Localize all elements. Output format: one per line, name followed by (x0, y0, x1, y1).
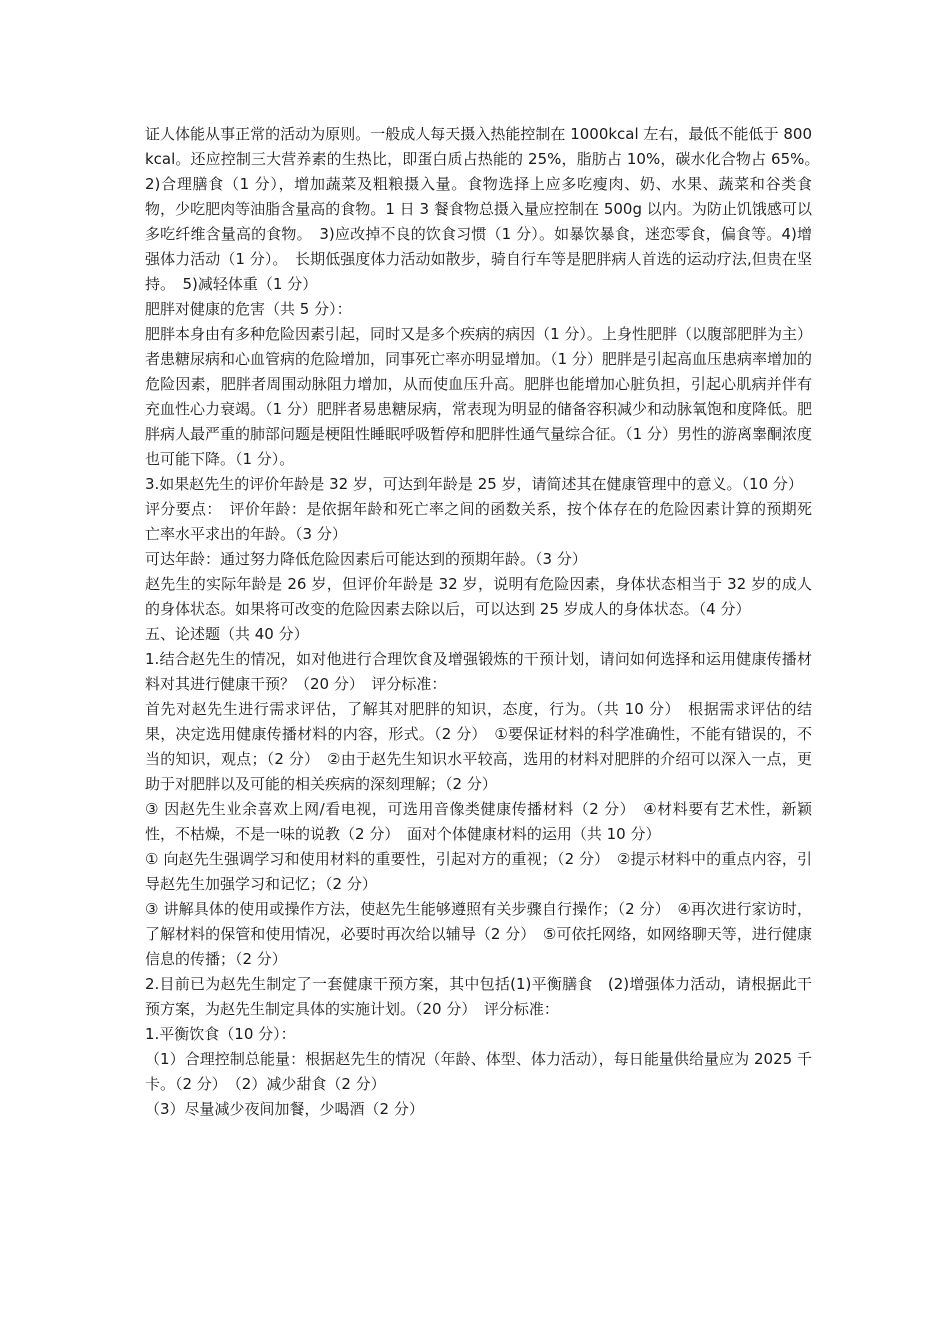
paragraph-material-use-1: ① 向赵先生强调学习和使用材料的重要性，引起对方的重视；（2 分） ②提示材料中的重点内容，引导赵先生加强学习和记忆；（2 分） (145, 850, 812, 893)
paragraph-material-selection: ③ 因赵先生业余喜欢上网/看电视，可选用音像类健康传播材料（2 分） ④材料要有艺术性，新颖性，不枯燥，不是一味的说教（2 分） 面对个体健康材料的运用（共 10 分） (145, 800, 812, 843)
question-3: 3.如果赵先生的评价年龄是 32 岁，可达到年龄是 25 岁，请简述其在健康管理中的意义。（10 分） (145, 475, 803, 493)
essay-question-2: 2.目前已为赵先生制定了一套健康干预方案，其中包括(1)平衡膳食 (2)增强体力活动，请根据此干预方案，为赵先生制定具体的实施计划。（20 分） 评分标准： (145, 975, 812, 1018)
paragraph-zhao-age-analysis: 赵先生的实际年龄是 26 岁，但评价年龄是 32 岁，说明有危险因素，身体状态相当于 32 岁的成人的身体状态。如果将可改变的危险因素去除以后，可以达到 25 岁成人的身体状态。（4 分） (145, 575, 812, 618)
paragraph-evaluated-age: 评分要点： 评价年龄：是依据年龄和死亡率之间的函数关系，按个体存在的危险因素计算的预期死亡率水平求出的年龄。（3 分） (145, 500, 812, 543)
paragraph-night-meals: （3）尽量减少夜间加餐，少喝酒（2 分） (145, 1100, 424, 1118)
paragraph-energy-control: （1）合理控制总能量：根据赵先生的情况（年龄、体型、体力活动），每日能量供给量应为 2025 千卡。（2 分） （2）减少甜食（2 分） (145, 1050, 812, 1093)
paragraph-obesity-harm: 肥胖本身由有多种危险因素引起，同时又是多个疾病的病因（1 分）。上身性肥胖（以腹部肥胖为主）者患糖尿病和心血管病的危险增加，同事死亡率亦明显增加。（1 分）肥胖是引起高血压患病率增加的危险因素，肥胖者周围动脉阻力增加，从而使血压升高。肥胖也能增加心脏负担，引起心肌病并伴有充血性心力衰竭。（1 分）肥胖者易患糖尿病，常表现为明显的储备容积减少和动脉氧饱和度降低。肥胖病人最严重的肺部问题是梗阻性睡眠呼吸暂停和肥胖性通气量综合征。（1 分）男性的游离睾酮浓度也可能下降。（1 分）。 (145, 325, 812, 468)
paragraph-nutrition-control: 证人体能从事正常的活动为原则。一般成人每天摄入热能控制在 1000kcal 左右，最低不能低于 800kcal。还应控制三大营养素的生热比，即蛋白质占热能的 25%，脂肪占 10%，碳水化合物占 65%。 2)合理膳食（1 分），增加蔬菜及粗粮摄入量。食物选择上应多吃瘦肉、奶、水果、蔬菜和谷类食物，少吃肥肉等油脂含量高的食物。1 日 3 餐食物总摄入量应控制在 500g 以内。为防止饥饿感可以多吃纤维含量高的食物。 3)应改掉不良的饮食习惯（1 分）。如暴饮暴食，迷恋零食，偏食等。4)增强体力活动（1 分）。 长期低强度体力活动如散步，骑自行车等是肥胖病人首选的运动疗法,但贵在坚持。 5)减轻体重（1 分） (145, 125, 828, 293)
essay-question-1: 1.结合赵先生的情况，如对他进行合理饮食及增强锻炼的干预计划，请问如何选择和运用健康传播材料对其进行健康干预？（20 分） 评分标准： (145, 650, 812, 693)
paragraph-achievable-age: 可达年龄：通过努力降低危险因素后可能达到的预期年龄。（3 分） (145, 550, 587, 568)
heading-balanced-diet: 1.平衡饮食（10 分）： (145, 1025, 296, 1043)
heading-obesity-harm: 肥胖对健康的危害（共 5 分）： (145, 300, 352, 318)
paragraph-material-use-2: ③ 讲解具体的使用或操作方法，使赵先生能够遵照有关步骤自行操作；（2 分） ④再次进行家访时，了解材料的保管和使用情况，必要时再次给以辅导（2 分） ⑤可依托网络，如网络聊天等，进行健康信息的传播；（2 分） (145, 900, 812, 968)
section-heading-essay: 五、论述题（共 40 分） (145, 625, 309, 643)
paragraph-needs-assessment: 首先对赵先生进行需求评估，了解其对肥胖的知识，态度，行为。（共 10 分） 根据需求评估的结果，决定选用健康传播材料的内容，形式。（2 分） ①要保证材料的科学准确性，不能有错误的，不当的知识，观点；（2 分） ②由于赵先生知识水平较高，选用的材料对肥胖的介绍可以深入一点，更助于对肥胖以及可能的相关疾病的深刻理解；（2 分） (145, 700, 812, 793)
